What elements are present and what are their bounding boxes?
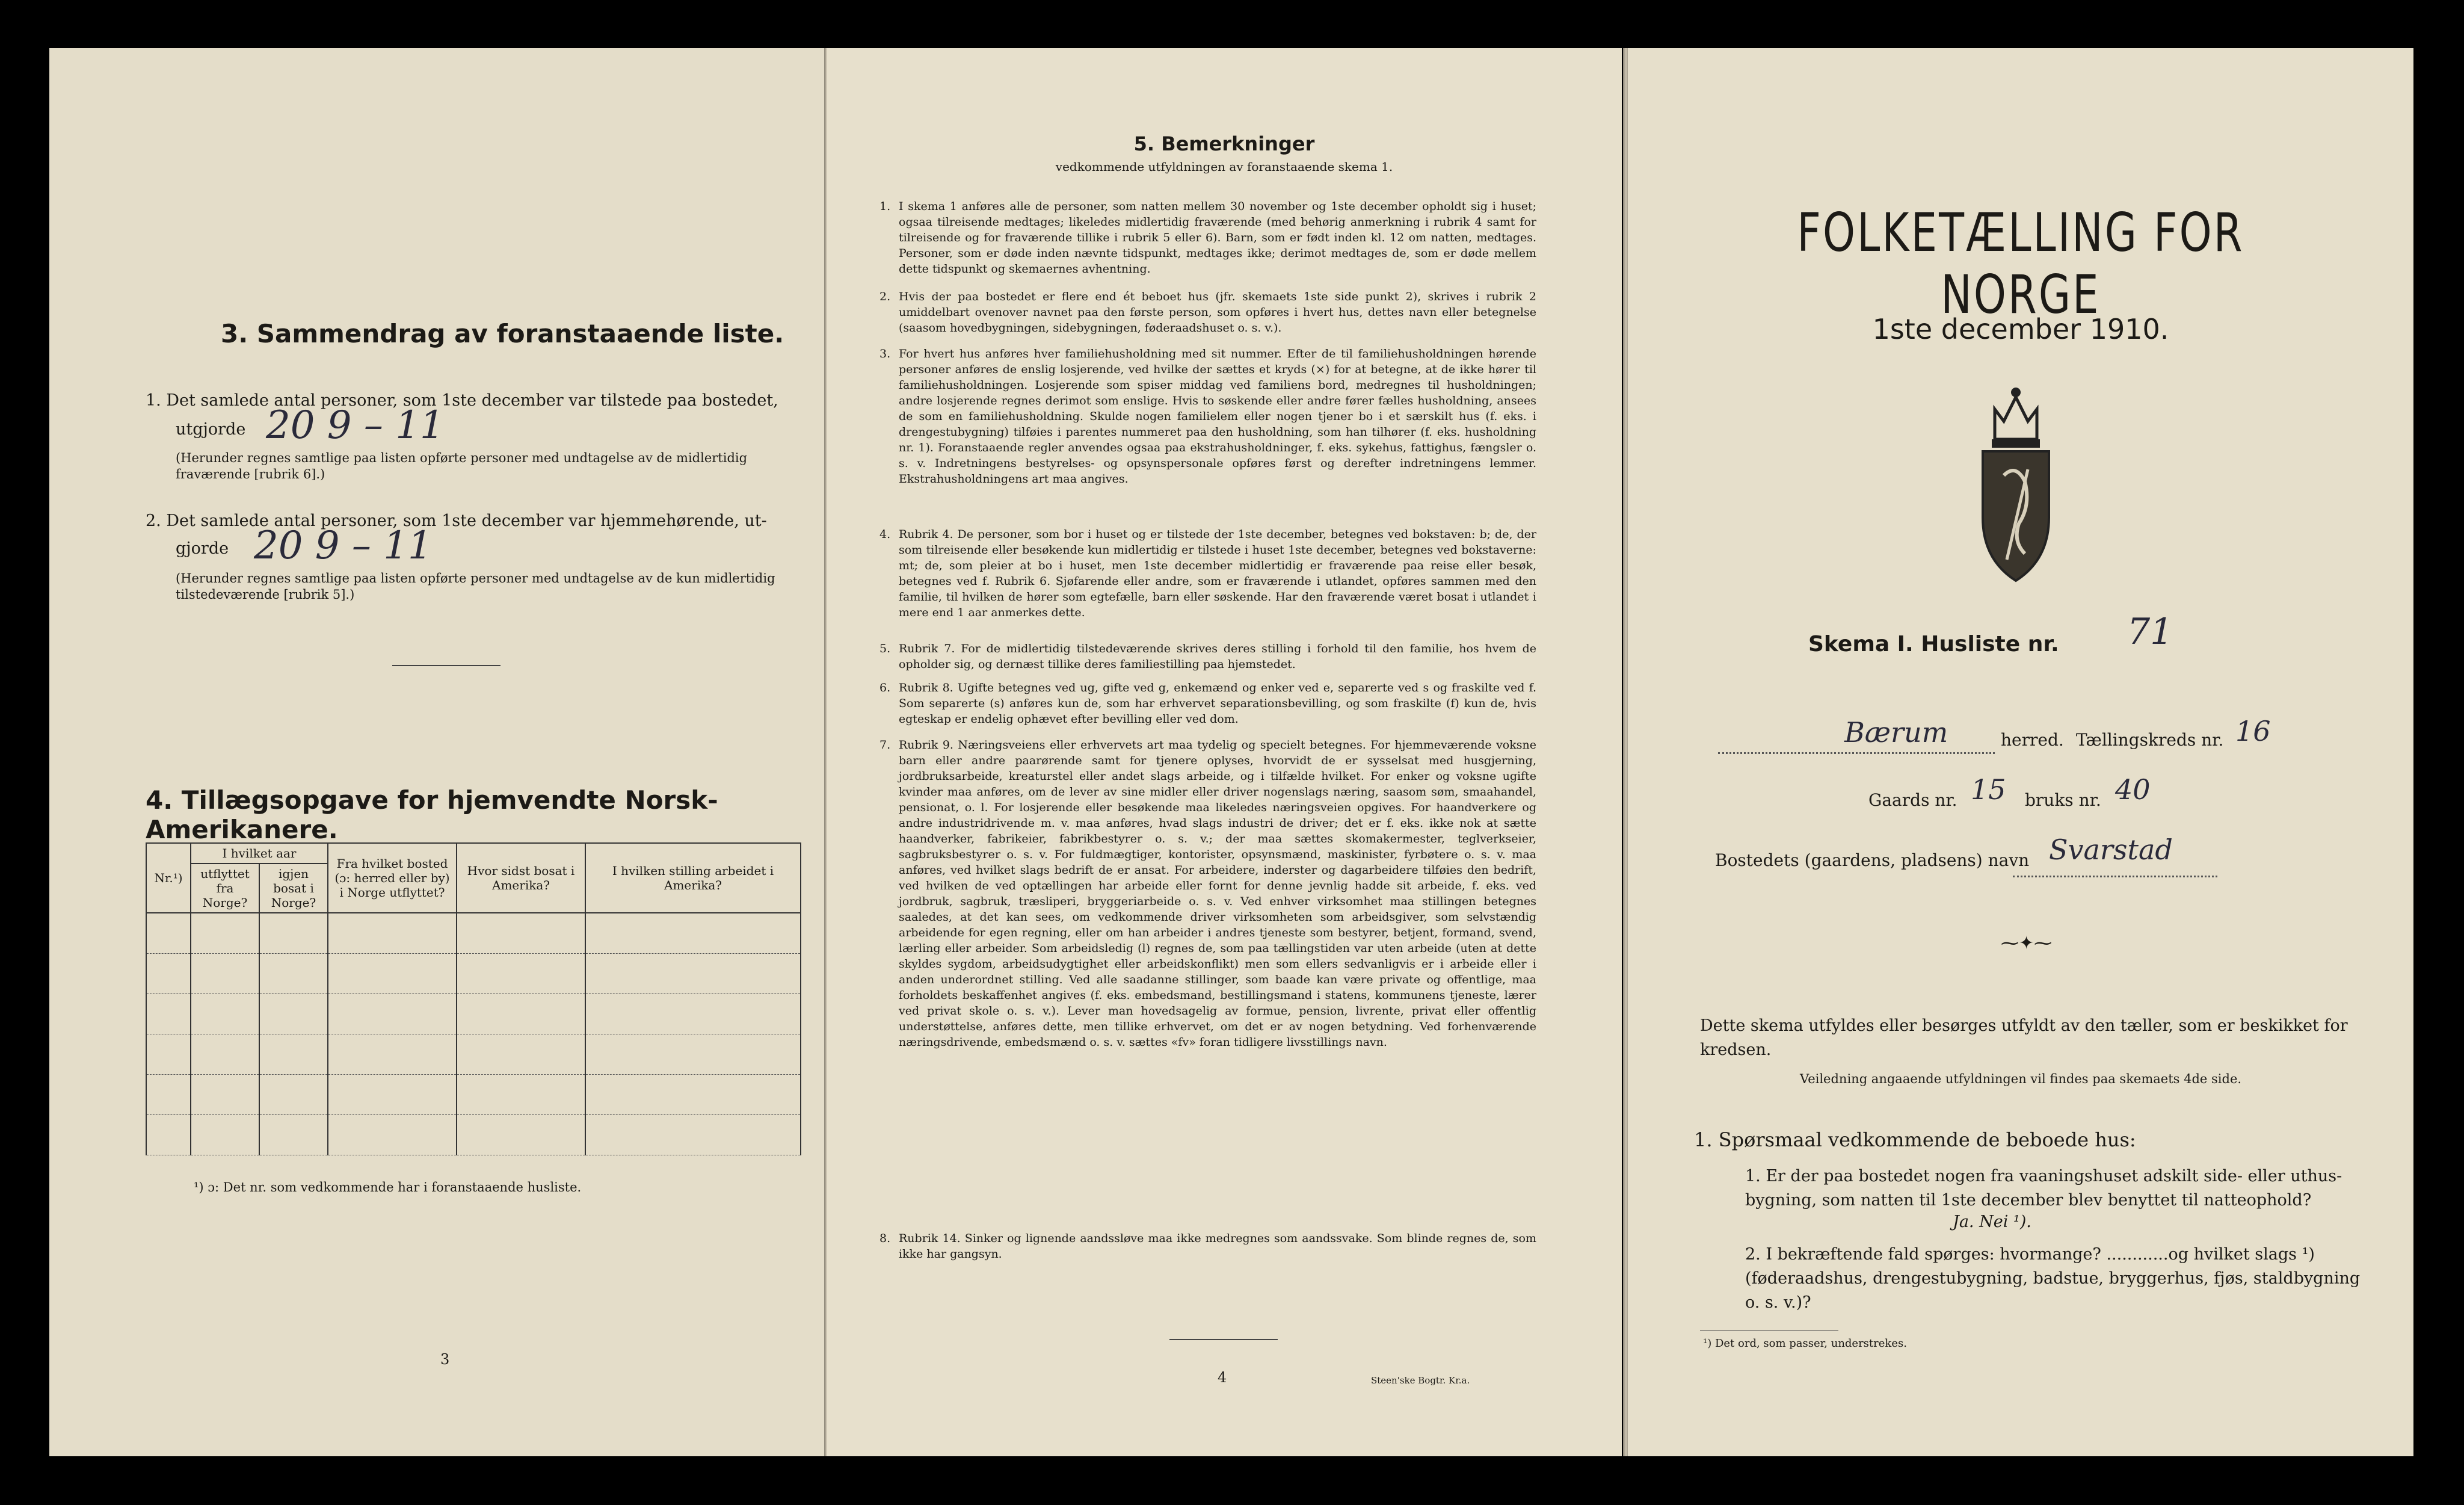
q1-line: 1. Det samlede antal personer, som 1ste december var tilstede paa bostedet, bbox=[146, 391, 778, 410]
question-2: 2. I bekræftende fald spørges: hvormange? ............og hvilket slags ¹) (føderaadshus, drengestubygning, badstue, bryggerhus, fjøs, staldbygning o. s. v.)? bbox=[1745, 1245, 2361, 1312]
footnote: ¹) Det ord, som passer, understrekes. bbox=[1703, 1337, 1907, 1350]
question-1: 1. Er der paa bostedet nogen fra vaaningshuset adskilt side- eller uthus-bygning, som natten til 1ste december blev benyttet til natteophold? bbox=[1745, 1167, 2342, 1210]
table-row bbox=[146, 994, 801, 1034]
q2-handwritten-count: 20 9 – 11 bbox=[254, 524, 433, 568]
q1-note: (Herunder regnes samtlige paa listen opførte personer med undtagelse av de midlertidig fraværende [rubrik 6].) bbox=[176, 451, 748, 481]
q2-line: 2. Det samlede antal personer, som 1ste december var hjemmehørende, ut- bbox=[146, 511, 767, 530]
remark-6: 6. Rubrik 8. Ugifte betegnes ved ug, gifte ved g, enkemænd og enker ved e, separerte ved s og fraskilte ved f. Som separerte (s) anføres kun de, som har erhvervet separationsbevilling, og som fraskilte (f) kun de, hvis egteskap er endelig ophævet efter bevilling eller ved dom. bbox=[879, 681, 1536, 726]
q2-note: (Herunder regnes samtlige paa listen opførte personer med undtagelse av de kun midlertidig tilstedeværende [rubrik 5].) bbox=[176, 571, 775, 602]
table-footnote: ¹) ɔ: Det nr. som vedkommende har i foranstaaende husliste. bbox=[194, 1180, 582, 1194]
th-utflyttet: utflyttet fra Norge? bbox=[191, 864, 259, 913]
instruction-note: Veiledning angaaende utfyldningen vil findes paa skemaets 4de side. bbox=[1799, 1072, 2242, 1086]
table-row bbox=[146, 1115, 801, 1155]
q1-handwritten-count: 20 9 – 11 bbox=[266, 403, 445, 448]
norsk-amerikanere-table bbox=[146, 842, 801, 1155]
herred-value: Bærum bbox=[1844, 716, 1948, 749]
printer-mark: Steen'ske Bogtr. Kr.a. bbox=[1371, 1375, 1470, 1386]
gaards-value: 15 bbox=[1971, 773, 2006, 806]
bosted-value: Svarstad bbox=[2049, 833, 2173, 866]
norwegian-coat-of-arms-icon bbox=[1971, 385, 2061, 584]
remark-7: 7. Rubrik 9. Næringsveiens eller erhvervets art maa tydelig og specielt betegnes. For hjemmeværende voksne barn eller andre paarørende samt for tjenere oplyses, hvorvidt de er sysselsat med husgjerning, jordbruksarbeide, kreaturstel eller andet slags arbeide, og i tilfælde hvilket. For enker og voksne ugifte kvinder maa anføres, om de lever av sine midler eller driver nogenslags næring, saasom søm, smaahandel, pensionat, o. l. For losjerende eller besøkende maa likeledes næringsveien opgives. For haandverkere og andre industridrivende m. v. maa anføres, hvad slags industri de driver; det er f. eks. ikke nok at sætte haandverker, fabrikeier, fabrikbestyrer o. s. v.; der maa sættes skomakermester, teglverkseier, sagbruksbestyrer o. s. v. For fuldmægtiger, kontorister, opsynsmænd, maskinister, fyrbøtere o. s. v. maa anføres, ved hvilket slags bedrift de er ansat. For arbeidere, inderster og dagarbeidere tilføies den bedrift, ved hvilken de ved optællingen har arbeide eller fornt for denne jevnlig hadde sit arbeide, f. eks. ved jordbruk, sagbruk, træsliperi, bryggeriarbeide o. s. v. Ved enhver virksomhet maa stillingen betegnes saaledes, at det kan sees, om vedkommende driver virksomheten som arbeidsgiver, som selvstændig arbeidende for egen regning, eller om han arbeider i andres tjeneste som bestyrer, betjent, formand, svend, lærling eller arbeider. Som arbeidsledig (l) regnes de, som paa tællingstiden var uten arbeide (uten at dette skyldes sygdom, arbeidsudygtighet eller arbeidskonflikt) men som ellers sedvanligvis er i arbeide eller i anden underordnet stilling. Ved alle saadanne stillinger, som baade kan være private og offentlige, maa forholdets beskaffenhet angives (f. eks. embedsmand, bestillingsmand i statens, kommunens tjeneste, lærer ved privat skole o. s. v.). Lever man hovedsagelig av formue, pension, livrente, privat eller offentlig understøttelse, anføres dette, men tillike erhvervet, om det er av nogen betydning. Ved forhenværende næringsdrivende, embedsmænd o. s. v. sættes «fv» foran tidligere livsstillings navn. bbox=[879, 738, 1536, 1049]
remark-3: 3. For hvert hus anføres hver familiehusholdning med sit nummer. Efter de til familiehusholdningen hørende personer anføres de enslig losjerende, ved hvilke der sættes et kryds (×) for at betegne, at de ikke hører til familiehusholdningen. Losjerende som spiser middag ved familiens bord, medregnes til husholdningen; andre losjerende regnes derimot som enslige. Hvis to søskende eller andre fører fælles husholdning, ansees de som en familiehusholdning. Skulde nogen familielem eller nogen tjener bo i et særskilt hus (f. eks. i drengestubygning) tilføies i parentes nummeret paa den husholdning, som han tilhører (f. eks. husholdning nr. 1). Foranstaaende regler anvendes ogsaa paa ekstrahusholdninger, f. eks. sykehus, fattighus, fængsler o. s. v. Indretningens bestyrelses- og opsynspersonale opføres først og derefter indretningens lemmer. Ekstrahusholdningens art maa angives. bbox=[879, 347, 1536, 486]
sec4-title: 4. Tillægsopgave for hjemvendte Norsk-Amerikanere. bbox=[146, 785, 718, 844]
q2-gjorde: gjorde bbox=[176, 539, 229, 558]
herred-label: herred. bbox=[2001, 730, 2064, 750]
bruks-value: 40 bbox=[2115, 773, 2151, 806]
instruction-text: Dette skema utfyldes eller besørges utfyldt av den tæller, som er beskikket for kredsen. bbox=[1700, 1016, 2348, 1059]
krets-label: Tællingskreds nr. bbox=[2076, 730, 2224, 750]
census-date: 1ste december 1910. bbox=[1872, 313, 2169, 345]
th-year-group: I hvilket aar bbox=[191, 843, 328, 864]
table-row bbox=[146, 954, 801, 994]
remarks-subtitle: vedkommende utfyldningen av foranstaaende skema 1. bbox=[1055, 159, 1393, 174]
remark-4: 4. Rubrik 4. De personer, som bor i huset og er tilstede der 1ste december, betegnes ved bokstaven: b; de, der som tilreisende eller besøkende kun midlertidig er tilstede i huset 1ste december, betegnes ved bokstaverne: mt; de, som pleier at bo i huset, men 1ste december midlertidig er fraværende paa reise eller besøk, betegnes ved f. Rubrik 6. Sjøfarende eller andre, som er fraværende i utlandet, opføres sammen med den familie, til hvilken de hører som egtefælle, barn eller søskende. Har den fraværende været bosat i utlandet i mere end 1 aar anmerkes dette. bbox=[879, 528, 1536, 619]
bosted-label: Bostedets (gaardens, pladsens) navn bbox=[1715, 850, 2030, 870]
remark-1: 1. I skema 1 anføres alle de personer, som natten mellem 30 november og 1ste december opholdt sig i huset; ogsaa tilreisende medtages; likeledes midlertidig fraværende (med behørig anmerkning i rubrik 4 samt for tilreisende og for fraværende tillike i rubrik 5 eller 6). Barn, som er født inden kl. 12 om natten, medtages. Personer, som er døde inden nævnte tidspunkt, medtages ikke; derimot medtages de, som er døde mellem dette tidspunkt og skemaernes avhentning. bbox=[879, 200, 1536, 276]
remark-8: 8. Rubrik 14. Sinker og lignende aandssløve maa ikke medregnes som aandssvake. Som blinde regnes de, som ikke har gangsyn. bbox=[879, 1232, 1536, 1261]
remark-5: 5. Rubrik 7. For de midlertidig tilstedeværende skrives deres stilling i forhold til den familie, hos hvem de opholder sig, og dernæst tillike deres familiestilling paa hjemstedet. bbox=[879, 642, 1536, 671]
th-igjen: igjen bosat i Norge? bbox=[259, 864, 328, 913]
divider bbox=[392, 665, 500, 666]
divider bbox=[1169, 1339, 1278, 1340]
question-1-answer: Ja. Nei ¹). bbox=[1953, 1213, 2031, 1231]
sec3-title: 3. Sammendrag av foranstaaende liste. bbox=[221, 319, 784, 348]
table-row bbox=[146, 1075, 801, 1115]
ornament: ⁓✦⁓ bbox=[2001, 933, 2053, 954]
th-nr: Nr.¹) bbox=[146, 843, 191, 913]
bruks-label: bruks nr. bbox=[2025, 790, 2101, 810]
left-page bbox=[49, 48, 827, 1456]
th-hvor-sidst: Hvor sidst bosat i Amerika? bbox=[457, 843, 585, 913]
questions-heading: 1. Spørsmaal vedkommende de beboede hus: bbox=[1694, 1128, 2136, 1151]
skema-label: Skema I. Husliste nr. bbox=[1808, 632, 2059, 657]
remark-2: 2. Hvis der paa bostedet er flere end ét beboet hus (jfr. skemaets 1ste side punkt 2), skrives i rubrik 2 umiddelbart ovenover navnet paa den første person, som opføres i hvert hus, dettes navn eller betegnelse (saasom hovedbygningen, sidebygningen, føderaadshuset o. s. v.). bbox=[879, 290, 1536, 335]
q1-utgjorde: utgjorde bbox=[176, 420, 246, 439]
husliste-number: 71 bbox=[2127, 611, 2173, 653]
right-page bbox=[1628, 48, 2413, 1456]
page-number: 3 bbox=[440, 1351, 450, 1368]
middle-page bbox=[827, 48, 1622, 1456]
remarks-title: 5. Bemerkninger bbox=[1133, 132, 1315, 155]
page-number: 4 bbox=[1218, 1369, 1227, 1386]
table-row bbox=[146, 913, 801, 954]
krets-value: 16 bbox=[2235, 715, 2271, 747]
table-row bbox=[146, 1034, 801, 1075]
th-stilling: I hvilken stilling arbeidet i Amerika? bbox=[585, 843, 801, 913]
th-fra-hvilket: Fra hvilket bosted (ɔ: herred eller by) i Norge utflyttet? bbox=[328, 843, 457, 913]
gaards-label: Gaards nr. bbox=[1868, 790, 1957, 810]
main-title: FOLKETÆLLING FOR NORGE bbox=[1797, 202, 2244, 326]
